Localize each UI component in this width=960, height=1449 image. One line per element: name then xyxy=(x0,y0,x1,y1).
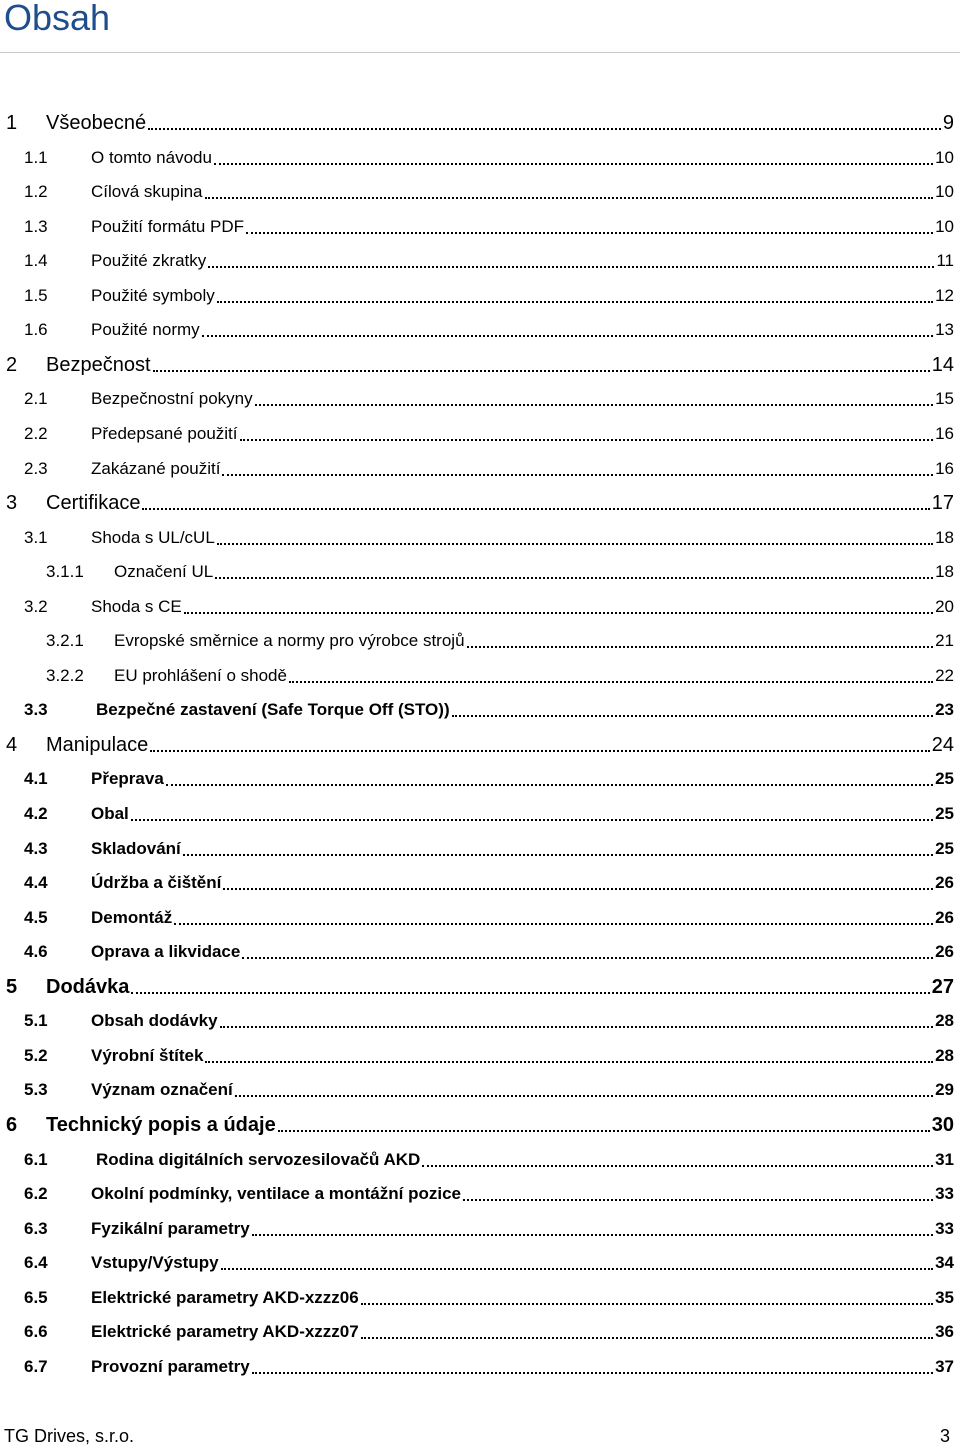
toc-entry[interactable] xyxy=(46,663,954,689)
toc-entry-title: Použití formátu PDF xyxy=(91,216,245,236)
toc-dot-leader xyxy=(217,301,933,303)
toc-entry[interactable] xyxy=(24,1043,954,1069)
toc-entry-title: Rodina digitálních servozesilovačů AKD xyxy=(96,1149,421,1169)
toc-dot-leader xyxy=(252,1234,933,1236)
toc-dot-leader xyxy=(422,1165,933,1167)
toc-entry-title: Údržba a čištění xyxy=(91,873,222,893)
toc-entry[interactable] xyxy=(24,939,954,965)
toc-entry[interactable] xyxy=(24,905,954,931)
toc-entry[interactable] xyxy=(46,628,954,654)
toc-entry[interactable] xyxy=(6,1112,954,1138)
toc-entry-number: 6.5 xyxy=(24,1287,48,1307)
toc-entry[interactable] xyxy=(24,1181,954,1207)
toc-entry[interactable] xyxy=(24,1250,954,1276)
toc-entry-number: 1.6 xyxy=(24,320,48,340)
toc-entry-title: Demontáž xyxy=(91,907,173,927)
toc-dot-leader xyxy=(289,681,933,683)
toc-entry[interactable] xyxy=(24,317,954,343)
toc-entry-number: 4.5 xyxy=(24,907,48,927)
toc-dot-leader xyxy=(142,508,929,510)
toc-entry[interactable] xyxy=(24,766,954,792)
toc-entry-page: 23 xyxy=(935,700,954,720)
toc-entry[interactable] xyxy=(24,697,954,723)
toc-dot-leader xyxy=(184,612,933,614)
toc-entry[interactable] xyxy=(24,870,954,896)
toc-dot-leader xyxy=(150,750,929,752)
toc-entry[interactable] xyxy=(24,1147,954,1173)
toc-entry-page: 10 xyxy=(935,216,954,236)
toc-entry-page: 28 xyxy=(935,1045,954,1065)
footer-company: TG Drives, s.r.o. xyxy=(4,1426,135,1446)
toc-entry-title: Všeobecné xyxy=(46,112,147,134)
toc-dot-leader xyxy=(174,923,933,925)
toc-entry[interactable] xyxy=(6,490,954,516)
toc-entry[interactable] xyxy=(24,594,954,620)
toc-dot-leader xyxy=(452,715,933,717)
toc-dot-leader xyxy=(202,335,933,337)
toc-entry-number: 5 xyxy=(6,975,18,998)
toc-entry-number: 6.4 xyxy=(24,1253,48,1273)
toc-entry-page: 34 xyxy=(935,1253,954,1273)
toc-entry[interactable] xyxy=(6,732,954,758)
toc-dot-leader xyxy=(205,1061,933,1063)
toc-entry[interactable] xyxy=(24,248,954,274)
toc-entry-number: 4.3 xyxy=(24,838,48,858)
toc-dot-leader xyxy=(361,1337,933,1339)
toc-entry-title: Shoda s CE xyxy=(91,596,182,616)
toc-entry-number: 2.2 xyxy=(24,423,48,443)
toc-entry-title: Bezpečnostní pokyny xyxy=(91,389,253,409)
toc-dot-leader xyxy=(221,1268,934,1270)
toc-entry-number: 3 xyxy=(6,492,18,515)
toc-entry-number: 6 xyxy=(6,1113,18,1136)
toc-dot-leader xyxy=(223,888,933,890)
toc-entry-title: Výrobní štítek xyxy=(91,1045,204,1065)
toc-entry-page: 17 xyxy=(931,492,954,515)
toc-entry[interactable] xyxy=(24,421,954,447)
toc-entry-page: 10 xyxy=(935,147,954,167)
toc-entry-title: Shoda s UL/cUL xyxy=(91,527,215,547)
toc-dot-leader xyxy=(153,370,930,372)
toc-entry-title: Provozní parametry xyxy=(91,1356,250,1376)
toc-entry[interactable] xyxy=(6,974,954,1000)
toc-dot-leader xyxy=(166,784,933,786)
toc-dot-leader xyxy=(214,163,933,165)
toc-entry[interactable] xyxy=(24,1319,954,1345)
toc-entry-title: Použité normy xyxy=(91,320,200,340)
toc-entry-number: 3.2.1 xyxy=(46,631,84,651)
page-footer xyxy=(4,1424,950,1448)
toc-entry-page: 25 xyxy=(935,769,954,789)
toc-entry-page: 10 xyxy=(935,182,954,202)
toc-entry-number: 1.2 xyxy=(24,182,48,202)
toc-entry[interactable] xyxy=(24,283,954,309)
toc-entry-number: 1.1 xyxy=(24,147,48,167)
toc-entry-title: Cílová skupina xyxy=(91,182,203,202)
toc-entry-number: 2.3 xyxy=(24,458,48,478)
toc-dot-leader xyxy=(235,1095,933,1097)
toc-entry-number: 6.2 xyxy=(24,1184,48,1204)
toc-entry[interactable] xyxy=(24,1285,954,1311)
toc-dot-leader xyxy=(278,1130,930,1132)
toc-entry-page: 20 xyxy=(935,596,954,616)
toc-dot-leader xyxy=(131,992,929,994)
toc-entry-title: Manipulace xyxy=(46,733,149,756)
toc-entry-number: 6.3 xyxy=(24,1218,48,1238)
toc-entry-page: 35 xyxy=(935,1287,954,1307)
toc-entry-number: 4.2 xyxy=(24,804,48,823)
toc-entry-title: Použité symboly xyxy=(91,285,215,305)
toc-entry-page: 30 xyxy=(931,1113,954,1136)
toc-entry-title: Evropské směrnice a normy pro výrobce strojů xyxy=(114,631,465,651)
toc-entry[interactable] xyxy=(24,145,954,171)
toc-entry-number: 1 xyxy=(6,112,18,134)
toc-dot-leader xyxy=(215,577,933,579)
toc-entry-page: 16 xyxy=(935,458,954,478)
toc-entry[interactable] xyxy=(24,525,954,551)
toc-entry-number: 6.7 xyxy=(24,1356,48,1376)
toc-entry-page: 26 xyxy=(935,907,954,927)
toc-entry-number: 4.6 xyxy=(24,942,48,962)
toc-entry-page: 29 xyxy=(935,1080,954,1100)
toc-dot-leader xyxy=(148,128,941,130)
toc-dot-leader xyxy=(217,543,933,545)
toc-entry-number: 5.3 xyxy=(24,1080,48,1100)
toc-entry-number: 6.1 xyxy=(24,1149,48,1169)
toc-entry-title: Použité zkratky xyxy=(91,251,207,271)
toc-entry-page: 26 xyxy=(935,873,954,893)
toc-entry-number: 1.5 xyxy=(24,285,48,305)
toc-entry-number: 3.1 xyxy=(24,527,48,547)
toc-entry-number: 1.4 xyxy=(24,251,48,271)
toc-entry-title: Oprava a likvidace xyxy=(91,942,241,962)
toc-entry-title: Význam označení xyxy=(91,1080,233,1100)
toc-entry-number: 3.3 xyxy=(24,700,48,720)
toc-entry-title: Dodávka xyxy=(46,975,130,998)
toc-entry-page: 9 xyxy=(942,112,954,134)
toc-entry-title: Certifikace xyxy=(46,492,141,515)
toc-entry[interactable] xyxy=(6,352,954,378)
toc-entry-page: 13 xyxy=(935,320,954,340)
toc-entry[interactable] xyxy=(24,836,954,862)
toc-entry-title: Zakázané použití xyxy=(91,458,221,478)
toc-entry-number: 4.1 xyxy=(24,769,48,789)
toc-entry-title: O tomto návodu xyxy=(91,147,212,167)
toc-entry-number: 6.6 xyxy=(24,1322,48,1342)
toc-dot-leader xyxy=(131,819,933,821)
toc-entry-title: Elektrické parametry AKD-xzzz07 xyxy=(91,1322,359,1342)
toc-dot-leader xyxy=(242,957,933,959)
toc-entry-number: 5.1 xyxy=(24,1011,48,1031)
toc-entry-page: 28 xyxy=(935,1011,954,1031)
toc-entry-number: 2.1 xyxy=(24,389,48,409)
toc-entry-page: 15 xyxy=(935,389,954,409)
toc-dot-leader xyxy=(208,266,934,268)
toc-entry[interactable] xyxy=(24,1354,954,1380)
toc-entry-page: 37 xyxy=(935,1356,954,1376)
toc-dot-leader xyxy=(361,1303,933,1305)
toc-dot-leader xyxy=(205,197,934,199)
toc-entry-number: 2 xyxy=(6,353,18,376)
toc-entry-number: 3.2 xyxy=(24,596,48,616)
toc-entry-page: 18 xyxy=(935,527,954,547)
toc-dot-leader xyxy=(246,232,933,234)
toc-entry-title: Vstupy/Výstupy xyxy=(91,1253,219,1273)
toc-entry[interactable] xyxy=(24,214,954,240)
toc-entry-number: 4.4 xyxy=(24,873,48,893)
toc-entry-number: 1.3 xyxy=(24,216,48,236)
toc-entry[interactable] xyxy=(46,559,954,585)
toc-entry-page: 12 xyxy=(935,285,954,305)
toc-dot-leader xyxy=(240,439,934,441)
toc-dot-leader xyxy=(467,646,934,648)
toc-entry-title: Technický popis a údaje xyxy=(46,1113,276,1136)
toc-entry-page: 24 xyxy=(931,733,954,756)
footer-page-number: 3 xyxy=(939,1426,950,1446)
toc-dot-leader xyxy=(220,1026,933,1028)
toc-entry-title: Okolní podmínky, ventilace a montážní pozice xyxy=(91,1184,461,1204)
toc-entry-page: 11 xyxy=(936,251,954,271)
toc-dot-leader xyxy=(252,1372,933,1374)
toc-entry[interactable] xyxy=(24,1077,954,1103)
toc-entry-page: 21 xyxy=(935,631,954,651)
toc-entry-title: Obal xyxy=(91,804,129,823)
toc-dot-leader xyxy=(255,404,933,406)
toc-dot-leader xyxy=(463,1199,933,1201)
toc-entry-title: Skladování xyxy=(91,838,181,858)
toc-entry-title: Elektrické parametry AKD-xzzz06 xyxy=(91,1287,359,1307)
toc-entry-title: Předepsané použití xyxy=(91,423,238,443)
toc-entry-page: 36 xyxy=(935,1322,954,1342)
toc-entry-page: 25 xyxy=(935,804,954,823)
toc-entry-page: 14 xyxy=(931,353,954,376)
toc-entry-number: 3.1.1 xyxy=(46,562,84,582)
toc-entry[interactable] xyxy=(24,456,954,482)
toc-entry-page: 26 xyxy=(935,942,954,962)
toc-entry[interactable] xyxy=(24,179,954,205)
toc-entry-number: 5.2 xyxy=(24,1045,48,1065)
toc-entry-page: 22 xyxy=(935,665,954,685)
toc-entry[interactable] xyxy=(24,386,954,412)
toc-entry-page: 33 xyxy=(935,1218,954,1238)
toc-dot-leader xyxy=(222,474,933,476)
page-title: Obsah xyxy=(4,0,111,38)
toc-entry-page: 18 xyxy=(935,562,954,582)
toc-entry[interactable] xyxy=(24,1008,954,1034)
toc-entry-page: 33 xyxy=(935,1184,954,1204)
toc-entry[interactable] xyxy=(24,801,954,827)
toc-entry-title: EU prohlášení o shodě xyxy=(114,665,287,685)
toc-entry[interactable] xyxy=(24,1216,954,1242)
toc-entry[interactable] xyxy=(6,110,954,136)
toc-entry-page: 27 xyxy=(931,975,954,998)
toc-entry-title: Označení UL xyxy=(114,562,214,582)
toc-entry-page: 16 xyxy=(935,423,954,443)
toc-entry-number: 4 xyxy=(6,733,18,756)
toc-entry-number: 3.2.2 xyxy=(46,665,84,685)
toc-entry-title: Obsah dodávky xyxy=(91,1011,218,1031)
toc-entry-page: 31 xyxy=(935,1149,954,1169)
toc-entry-title: Fyzikální parametry xyxy=(91,1218,250,1238)
toc-entry-title: Bezpečné zastavení (Safe Torque Off (STO)) xyxy=(96,700,450,720)
toc-entry-title: Bezpečnost xyxy=(46,353,151,376)
toc-entry-page: 25 xyxy=(935,838,954,858)
toc-dot-leader xyxy=(183,854,933,856)
toc-entry-title: Přeprava xyxy=(91,769,164,789)
